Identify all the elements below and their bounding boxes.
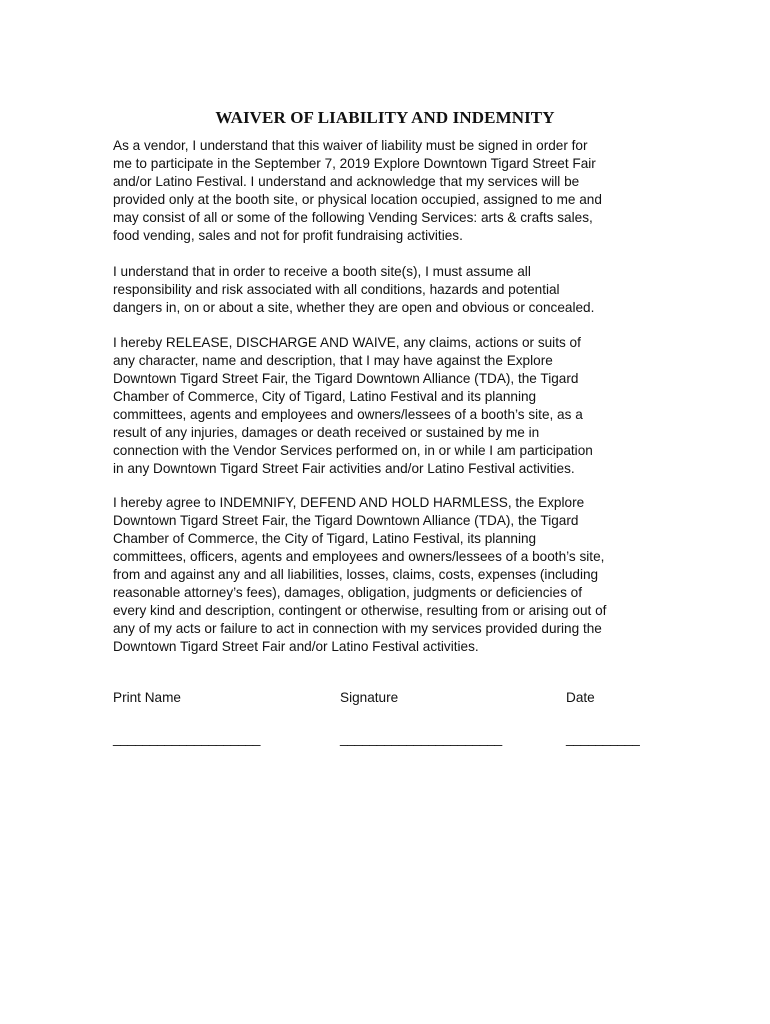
text-line: connection with the Vendor Services performed on, in or while I am participation bbox=[113, 443, 593, 458]
text-line: committees, agents and employees and owners/lessees of a booth’s site, as a bbox=[113, 407, 583, 422]
text-line: I understand that in order to receive a booth site(s), I must assume all bbox=[113, 264, 531, 279]
paragraph-vendor-understanding bbox=[113, 137, 665, 245]
text-line: result of any injuries, damages or death received or sustained by me in bbox=[113, 425, 540, 440]
text-line: I hereby RELEASE, DISCHARGE AND WAIVE, any claims, actions or suits of bbox=[113, 335, 581, 350]
signature-label: Signature bbox=[340, 690, 399, 705]
date-label: Date bbox=[566, 690, 595, 705]
text-line: Downtown Tigard Street Fair, the Tigard Downtown Alliance (TDA), the Tigard bbox=[113, 513, 579, 528]
text-line: food vending, sales and not for profit fundraising activities. bbox=[113, 228, 463, 243]
text-line: in any Downtown Tigard Street Fair activities and/or Latino Festival activities. bbox=[113, 461, 575, 476]
paragraph-assume-risk bbox=[113, 263, 665, 317]
text-line: any of my acts or failure to act in connection with my services provided during the bbox=[113, 621, 602, 636]
print-name-field[interactable]: ____________________ bbox=[113, 731, 261, 746]
text-line: Chamber of Commerce, City of Tigard, Latino Festival and its planning bbox=[113, 389, 537, 404]
text-line: provided only at the booth site, or physical location occupied, assigned to me and bbox=[113, 192, 602, 207]
text-line: I hereby agree to INDEMNIFY, DEFEND AND HOLD HARMLESS, the Explore bbox=[113, 495, 585, 510]
text-line: every kind and description, contingent or otherwise, resulting from or arising out of bbox=[113, 603, 607, 618]
text-line: from and against any and all liabilities, losses, claims, costs, expenses (including bbox=[113, 567, 599, 582]
text-line: committees, officers, agents and employees and owners/lessees of a booth’s site, bbox=[113, 549, 605, 564]
text-line: and/or Latino Festival. I understand and acknowledge that my services will be bbox=[113, 174, 580, 189]
text-line: may consist of all or some of the following Vending Services: arts & crafts sales, bbox=[113, 210, 593, 225]
date-field[interactable]: __________ bbox=[566, 731, 640, 746]
text-line: Downtown Tigard Street Fair and/or Latino Festival activities. bbox=[113, 639, 479, 654]
text-line: Downtown Tigard Street Fair, the Tigard Downtown Alliance (TDA), the Tigard bbox=[113, 371, 579, 386]
text-line: reasonable attorney’s fees), damages, obligation, judgments or deficiencies of bbox=[113, 585, 583, 600]
text-line: any character, name and description, that I may have against the Explore bbox=[113, 353, 553, 368]
text-line: As a vendor, I understand that this waiver of liability must be signed in order for bbox=[113, 138, 588, 153]
print-name-label: Print Name bbox=[113, 690, 181, 705]
text-line: dangers in, on or about a site, whether they are open and obvious or concealed. bbox=[113, 300, 595, 315]
paragraph-release bbox=[113, 334, 665, 478]
text-line: me to participate in the September 7, 2019 Explore Downtown Tigard Street Fair bbox=[113, 156, 596, 171]
document-title: WAIVER OF LIABILITY AND INDEMNITY bbox=[215, 108, 555, 127]
text-line: Chamber of Commerce, the City of Tigard, Latino Festival, its planning bbox=[113, 531, 537, 546]
text-line: responsibility and risk associated with all conditions, hazards and potential bbox=[113, 282, 560, 297]
paragraph-indemnify bbox=[113, 494, 665, 656]
signature-field[interactable]: ______________________ bbox=[340, 731, 502, 746]
